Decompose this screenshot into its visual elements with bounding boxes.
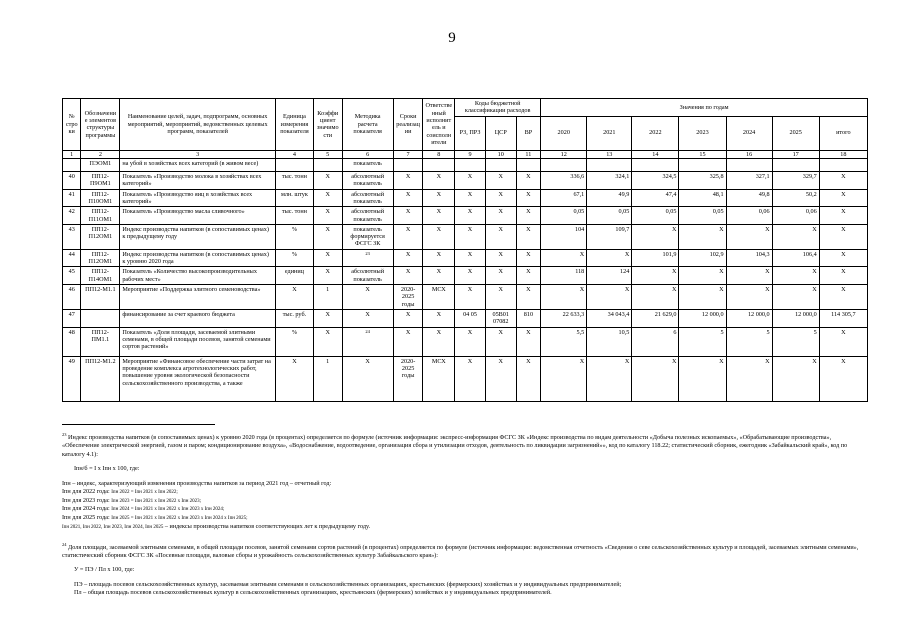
cell-vr: Х [516,249,541,267]
column-number: 9 [455,150,486,158]
cell-code: ПП12-П9ОМ1 [81,171,120,189]
cell-rz: Х [455,267,486,285]
column-number: 4 [275,150,313,158]
cell-y2025: Х [772,285,819,310]
cell-y2023: 325,8 [679,171,726,189]
column-number: 2 [81,150,120,158]
cell-y2021 [587,158,632,171]
cell-total: Х [819,356,867,401]
cell-rz: Х [455,356,486,401]
cell-rz: Х [455,327,486,356]
cell-unit: млн. штук [275,189,313,207]
indices-text: – индексы производства напитков соответствующих лет к предыдущему году. [163,522,371,530]
cell-num: 46 [63,285,81,310]
cell-name: на убой в хозяйствах всех категорий (в живом весе) [120,158,276,171]
cell-coef: Х [313,249,342,267]
cell-code: ПП12-П10ОМ1 [81,189,120,207]
cell-csr: Х [485,171,516,189]
cell-coef: 1 [313,285,342,310]
cell-y2021: 0,05 [587,207,632,225]
cell-total: Х [819,224,867,249]
cell-total: Х [819,249,867,267]
cell-unit: тыс. тонн [275,207,313,225]
cell-code: ПП12-М1.2 [81,356,120,401]
cell-y2025: Х [772,267,819,285]
cell-term: Х [393,327,423,356]
cell-coef: Х [313,267,342,285]
cell-y2020: 5,5 [541,327,587,356]
formula-2022-expr: Iпн 2022 = Iпн 2021 х Iпн 2022; [111,489,178,495]
cell-exec: Х [423,267,455,285]
cell-vr [516,158,541,171]
cell-code [81,309,120,327]
cell-name: Показатель «Производство яиц в хозяйствах всех категорий» [120,189,276,207]
cell-exec [423,158,455,171]
header-2021: 2021 [587,116,632,150]
column-number: 15 [679,150,726,158]
cell-y2024 [726,158,772,171]
cell-y2020: 0,05 [541,207,587,225]
cell-total: 114 305,7 [819,309,867,327]
cell-term: Х [393,249,423,267]
cell-total [819,158,867,171]
cell-coef: Х [313,189,342,207]
cell-term: 2020-2025 годы [393,285,423,310]
cell-y2025: Х [772,356,819,401]
cell-y2022: 101,9 [632,249,679,267]
cell-y2021: 10,5 [587,327,632,356]
cell-vr: Х [516,285,541,310]
cell-coef: Х [313,224,342,249]
cell-method: Х [342,285,393,310]
formula-2024 [62,505,868,514]
cell-term: Х [393,207,423,225]
cell-unit: Х [275,356,313,401]
cell-method: абсолютный показатель [342,189,393,207]
cell-y2025: 106,4 [772,249,819,267]
cell-y2022: Х [632,224,679,249]
cell-y2022: Х [632,285,679,310]
table-row [63,171,868,189]
formula-1: Iпн/б = Ι х Iпн х 100, где: [74,465,140,473]
cell-y2024: 104,3 [726,249,772,267]
cell-exec: Х [423,224,455,249]
column-number: 3 [120,150,276,158]
cell-y2020: Х [541,356,587,401]
cell-total: Х [819,267,867,285]
indices-symbols: Iпн 2021, Iпн 2022, Iпн 2023, Iпн 2024, Iпн 2025 [62,524,164,530]
cell-y2021: 49,9 [587,189,632,207]
cell-csr: Х [485,249,516,267]
cell-rz: 04 05 [455,309,486,327]
cell-y2023: Х [679,224,726,249]
formula-2023 [62,497,868,506]
cell-method: абсолютный показатель [342,207,393,225]
cell-csr: Х [485,285,516,310]
cell-term: Х [393,267,423,285]
cell-total: Х [819,207,867,225]
cell-y2024: 12 000,0 [726,309,772,327]
table-row [63,207,868,225]
cell-unit: % [275,327,313,356]
cell-name: Показатель «Количество высокопроизводительных рабочих мест» [120,267,276,285]
table-row [63,267,868,285]
cell-csr: Х [485,327,516,356]
cell-exec: Х [423,309,455,327]
cell-y2025: 12 000,0 [772,309,819,327]
cell-rz: Х [455,171,486,189]
page-number: 9 [448,30,456,46]
cell-num: 47 [63,309,81,327]
cell-vr: Х [516,327,541,356]
cell-y2020: 118 [541,267,587,285]
header-rz: РЗ, ПРЗ [455,116,486,150]
cell-num: 45 [63,267,81,285]
cell-coef: Х [313,171,342,189]
cell-coef: Х [313,327,342,356]
cell-y2020: 22 633,3 [541,309,587,327]
cell-code: ПП12-ПМ1.1 [81,327,120,356]
cell-y2021: Х [587,249,632,267]
formula-2025-expr: Iпн 2025 = Iпн 2021 х Iпн 2022 х Iпн 2023 х Iпн 2024 х Iпн 2025; [111,516,248,522]
footnote-24 [62,542,868,561]
footnote-23-text: Индекс производства напитков (в сопоставимых ценах) к уровню 2020 года (в процентах) определяется по формуле (источник информации: экспресс-информация ФСГС ЗК «Индекс производства по видам деятельности «Добыча полезных ископаемых», «Обрабатывающие производства», «Обеспечение электрической энергией, газом и паром; кондиционирование воздуха», «Водоснабжение, водоотведение, организация сбора и утилизации отходов, деятельность по ликвидации загрязнений»», код по каталогу 118.22; статистический сборник, ежегодник «Забайкальский край», код по каталогу 4.1): [62,434,848,458]
cell-y2021: 124 [587,267,632,285]
cell-y2023: 12 000,0 [679,309,726,327]
cell-y2023: Х [679,285,726,310]
cell-name: Индекс производства напитков (в сопоставимых ценах) к предыдущему году [120,224,276,249]
footnote-ref: 24 [365,328,370,334]
cell-y2020: 104 [541,224,587,249]
cell-num [63,158,81,171]
header-2022: 2022 [632,116,679,150]
cell-coef [313,158,342,171]
formula-2025 [62,514,868,523]
column-number: 5 [313,150,342,158]
cell-name: Показатель «Доля площади, засеваемой элитными семенами, в общей площади посевов, занятой семенами сортов растений» [120,327,276,356]
cell-vr: Х [516,356,541,401]
cell-y2025: 329,7 [772,171,819,189]
cell-csr: Х [485,207,516,225]
definition-pe: ПЭ – площадь посевов сельскохозяйственных культур, засеваемая элитными семенами в сельскохозяйственных организациях, крестьянских (фермерских) хозяйствах и у индивидуальных предпринимателей; [74,580,622,588]
cell-csr [485,158,516,171]
cell-vr: Х [516,267,541,285]
cell-y2021: 324,1 [587,171,632,189]
cell-y2020: Х [541,285,587,310]
column-number: 10 [485,150,516,158]
column-number: 1 [63,150,81,158]
cell-method: абсолютный показатель [342,267,393,285]
cell-exec: МСХ [423,285,455,310]
header-2023: 2023 [679,116,726,150]
cell-term: 2020-2025 годы [393,356,423,401]
table-row [63,285,868,310]
cell-num: 44 [63,249,81,267]
cell-vr: Х [516,189,541,207]
indices-definition [62,523,868,532]
column-number-row [63,150,868,158]
cell-y2023: 102,9 [679,249,726,267]
cell-y2025: 0,06 [772,207,819,225]
footnote-23-marker: 23 [62,432,67,437]
footnotes [62,432,868,597]
cell-rz: Х [455,189,486,207]
cell-unit: тыс. тонн [275,171,313,189]
cell-unit: единиц [275,267,313,285]
cell-term [393,158,423,171]
cell-y2024: Х [726,356,772,401]
table-row [63,189,868,207]
cell-code: ПП12-П12ОМ1 [81,249,120,267]
cell-y2024: 0,06 [726,207,772,225]
cell-total: Х [819,189,867,207]
cell-y2020: Х [541,249,587,267]
table-row [63,356,868,401]
cell-y2021: Х [587,285,632,310]
column-number: 12 [541,150,587,158]
cell-term: Х [393,189,423,207]
definition-pl: Пл – общая площадь посевов сельскохозяйственных культур в сельскохозяйственных организациях, крестьянских (фермерских) хозяйствах и у индивидуальных предпринимателей. [74,589,552,597]
cell-term: Х [393,309,423,327]
header-total: итого [819,116,867,150]
cell-y2020: 336,6 [541,171,587,189]
cell-y2022: 47,4 [632,189,679,207]
cell-code: ПП12-П14ОМ1 [81,267,120,285]
cell-method [342,249,393,267]
formula-2024-expr: Iпн 2024 = Iпн 2021 х Iпн 2022 х Iпн 2023 х Iпн 2024; [111,507,225,513]
table-row [63,327,868,356]
table-body [63,158,868,401]
cell-unit: тыс. руб. [275,309,313,327]
cell-vr: Х [516,171,541,189]
cell-code: ПП12-П12ОМ1 [81,224,120,249]
cell-y2022: Х [632,356,679,401]
header-term: Сроки реализации [393,99,423,151]
cell-csr: Х [485,356,516,401]
cell-y2022: 21 629,0 [632,309,679,327]
cell-num: 43 [63,224,81,249]
cell-y2023 [679,158,726,171]
cell-term: Х [393,224,423,249]
cell-y2022: 6 [632,327,679,356]
formula-2023-label: Iпн для 2023 года: [62,496,110,504]
cell-y2022: Х [632,267,679,285]
cell-code: ПП12-П11ОМ1 [81,207,120,225]
cell-method: абсолютный показатель [342,171,393,189]
header-num: № строки [63,99,81,151]
cell-y2024: Х [726,267,772,285]
cell-total: Х [819,285,867,310]
cell-y2020 [541,158,587,171]
cell-num: 41 [63,189,81,207]
column-number: 14 [632,150,679,158]
column-number: 13 [587,150,632,158]
header-coef: Коэффициент значимости [313,99,342,151]
cell-y2022: 324,5 [632,171,679,189]
header-2020: 2020 [541,116,587,150]
column-number: 6 [342,150,393,158]
cell-unit: % [275,249,313,267]
cell-exec: Х [423,189,455,207]
cell-method: показатель формируется ФСГС ЗК [342,224,393,249]
cell-y2025: Х [772,224,819,249]
header-values-group: Значения по годам [541,99,868,117]
cell-exec: Х [423,171,455,189]
cell-y2025 [772,158,819,171]
footnote-23 [62,432,868,459]
header-vr: ВР [516,116,541,150]
cell-y2025: 50,2 [772,189,819,207]
cell-rz: Х [455,224,486,249]
cell-unit: % [275,224,313,249]
cell-method [342,327,393,356]
formula-2022 [62,488,868,497]
table-row [63,224,868,249]
cell-name: Показатель «Производство масла сливочного» [120,207,276,225]
cell-rz: Х [455,207,486,225]
cell-y2024: 49,8 [726,189,772,207]
cell-term: Х [393,171,423,189]
header-name: Наименование целей, задач, подпрограмм, основных мероприятий, мероприятий, ведомственных целевых программ, показателей [120,99,276,151]
cell-exec: Х [423,207,455,225]
formula-2: У = ПЭ / Пл х 100, где: [74,566,135,574]
cell-csr: Х [485,189,516,207]
cell-method: Х [342,356,393,401]
cell-num: 49 [63,356,81,401]
cell-num: 48 [63,327,81,356]
definition-i: Iпн – индекс, характеризующий изменения производства напитков за период 2021 год – отчетный год: [62,479,332,487]
cell-name: Мероприятие «Финансовое обеспечение части затрат на проведение комплекса агротехнологических работ, повышение уровня экологической безопасности сельскохозяйственного производства, а также [120,356,276,401]
cell-unit [275,158,313,171]
table-row [63,158,868,171]
cell-y2020: 67,1 [541,189,587,207]
footnote-divider [62,424,215,425]
cell-exec: Х [423,249,455,267]
cell-rz: Х [455,249,486,267]
cell-total: Х [819,171,867,189]
cell-code: ПЭОМ1 [81,158,120,171]
cell-y2023: Х [679,356,726,401]
cell-vr: 810 [516,309,541,327]
cell-coef: Х [313,309,342,327]
cell-code: ПП12-М1.1 [81,285,120,310]
cell-csr: Х [485,224,516,249]
column-number: 11 [516,150,541,158]
column-number: 17 [772,150,819,158]
cell-name: финансирование за счет краевого бюджета [120,309,276,327]
cell-y2022: 0,05 [632,207,679,225]
formula-2025-label: Iпн для 2025 года: [62,514,110,522]
cell-y2023: Х [679,267,726,285]
column-number: 18 [819,150,867,158]
cell-y2021: 34 043,4 [587,309,632,327]
footnote-24-text: Доля площади, засеваемой элитными семенами, в общей площади посевов, занятой семенами сортов растений (в процентах) определяется по формуле (источник информации: ведомственная отчетность «Сведения о севе сельскохозяйственных культур и площадей, засеваемых элитными семенами», статистический сборник ФСГС ЗК «Посевные площади, валовые сборы и урожайность сельскохозяйственных культур Забайкальского края»): [62,543,859,560]
cell-csr: Х [485,267,516,285]
cell-method: показатель [342,158,393,171]
cell-num: 42 [63,207,81,225]
cell-y2024: Х [726,224,772,249]
cell-coef: 1 [313,356,342,401]
cell-csr: 05В01 07082 [485,309,516,327]
header-method: Методика расчета показателя [342,99,393,151]
column-number: 16 [726,150,772,158]
formula-2022-label: Iпн для 2022 года: [62,487,110,495]
cell-num: 40 [63,171,81,189]
header-exec: Ответственный исполнитель и соисполнители [423,99,455,151]
cell-y2023: 0,05 [679,207,726,225]
footnote-24-marker: 24 [62,541,67,547]
cell-name: Мероприятие «Поддержка элитного семеноводства» [120,285,276,310]
table-row [63,249,868,267]
formula-2023-expr: Iпн 2023 = Iпн 2021 х Iпн 2022 х Iпн 2023; [111,498,202,504]
cell-method: Х [342,309,393,327]
formula-2024-label: Iпн для 2024 года: [62,505,110,513]
header-budget-group: Коды бюджетной классификации расходов [455,99,541,117]
cell-y2024: 5 [726,327,772,356]
cell-y2021: 109,7 [587,224,632,249]
column-number: 7 [393,150,423,158]
cell-vr: Х [516,207,541,225]
cell-name: Показатель «Производство молока в хозяйствах всех категорий» [120,171,276,189]
header-code: Обозначение элементов структуры программы [81,99,120,151]
cell-exec: Х [423,327,455,356]
cell-y2024: 327,1 [726,171,772,189]
cell-vr: Х [516,224,541,249]
cell-total: Х [819,327,867,356]
program-table [62,98,868,402]
cell-unit: Х [275,285,313,310]
cell-y2025: 5 [772,327,819,356]
column-number: 8 [423,150,455,158]
cell-y2022 [632,158,679,171]
header-csr: ЦСР [485,116,516,150]
cell-rz: Х [455,285,486,310]
cell-name: Индекс производства напитков (в сопоставимых ценах) к уровню 2020 года [120,249,276,267]
table-row [63,309,868,327]
cell-y2021: Х [587,356,632,401]
footnote-ref: 23 [365,250,370,256]
cell-rz [455,158,486,171]
cell-exec: МСХ [423,356,455,401]
cell-y2024: Х [726,285,772,310]
cell-y2023: 48,1 [679,189,726,207]
header-2024: 2024 [726,116,772,150]
header-2025: 2025 [772,116,819,150]
header-unit: Единица измерения показателя [275,99,313,151]
cell-coef: Х [313,207,342,225]
cell-y2023: 5 [679,327,726,356]
